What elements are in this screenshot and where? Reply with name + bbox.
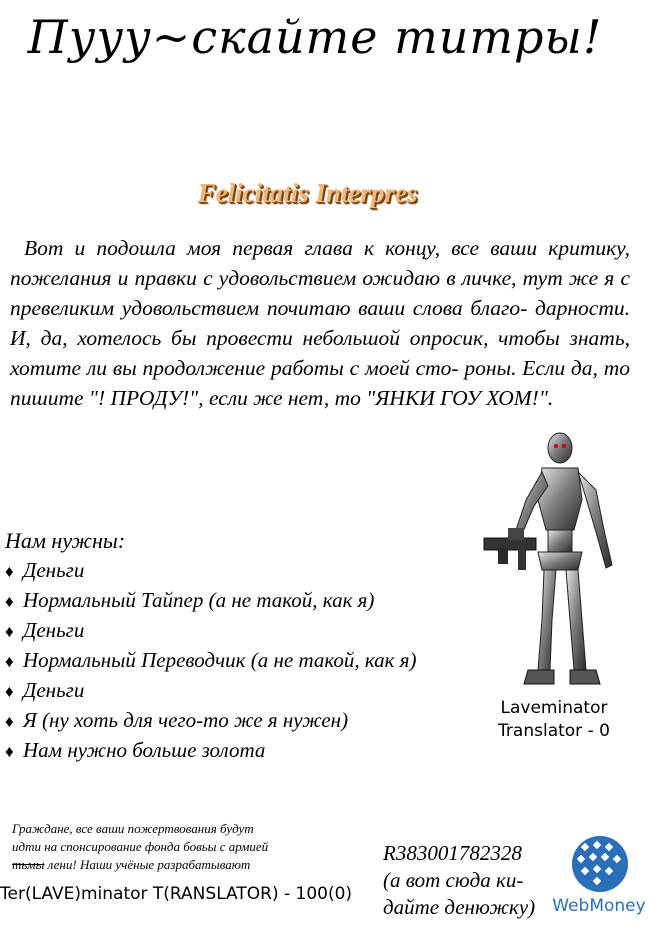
diamond-bullet-icon: ♦ xyxy=(5,622,14,641)
list-item: ♦ Нормальный Тайпер (а не такой, как я) xyxy=(5,585,417,615)
diamond-bullet-icon: ♦ xyxy=(5,652,14,671)
list-item: ♦ Деньги xyxy=(5,675,417,705)
donation-note: Граждане, все ваши пожертвования будут идти на спонсирование фонда бовьы с армией тьмы лени! Наши учёные разрабатывают xyxy=(12,821,269,872)
diamond-bullet-icon: ♦ xyxy=(5,592,14,611)
webmoney-brand: WebMoney xyxy=(552,896,646,916)
list-item: ♦ Нам нужно больше золота xyxy=(5,735,417,765)
diamond-bullet-icon: ♦ xyxy=(5,682,14,701)
translator-credit: Ter(LAVE)minator T(RANSLATOR) - 100(0) xyxy=(0,884,353,904)
webmoney-account: R383001782328 (а вот сюда ки- дайте денюжку) xyxy=(383,841,536,919)
image-caption: Laveminator Translator - 0 xyxy=(498,698,610,741)
list-item: ♦ Я (ну хоть для чего-то же я нужен) xyxy=(5,705,417,735)
list-item: ♦ Деньги xyxy=(5,615,417,645)
list-item: ♦ Нормальный Переводчик (а не такой, как я) xyxy=(5,645,417,675)
terminator-robot-image xyxy=(478,430,638,695)
diamond-bullet-icon: ♦ xyxy=(5,742,14,761)
needs-heading: Нам нужны: xyxy=(5,528,126,553)
list-item: ♦ Деньги xyxy=(5,555,417,585)
team-name: Felicitatis Interpres xyxy=(197,178,418,208)
diamond-bullet-icon: ♦ xyxy=(5,712,14,731)
intro-paragraph: Вот и подошла моя первая глава к концу, все ваши критику, пожелания и правки с удовольствием ожидаю в личке, тут же я с превеликим удовольствием почитаю ваши слова благо- дарности. И, да, хотелось бы провести небольшой опросик, чтобы знать, хотите ли вы продолжение работы с моей сто- роны. Если да, то пишите "! ПРОДУ!", если же нет, то "ЯНКИ ГОУ ХОМ!". xyxy=(10,236,630,410)
page-title: Пууу~скайте титры! xyxy=(27,10,603,64)
diamond-bullet-icon: ♦ xyxy=(5,562,14,581)
needs-list xyxy=(5,555,417,765)
